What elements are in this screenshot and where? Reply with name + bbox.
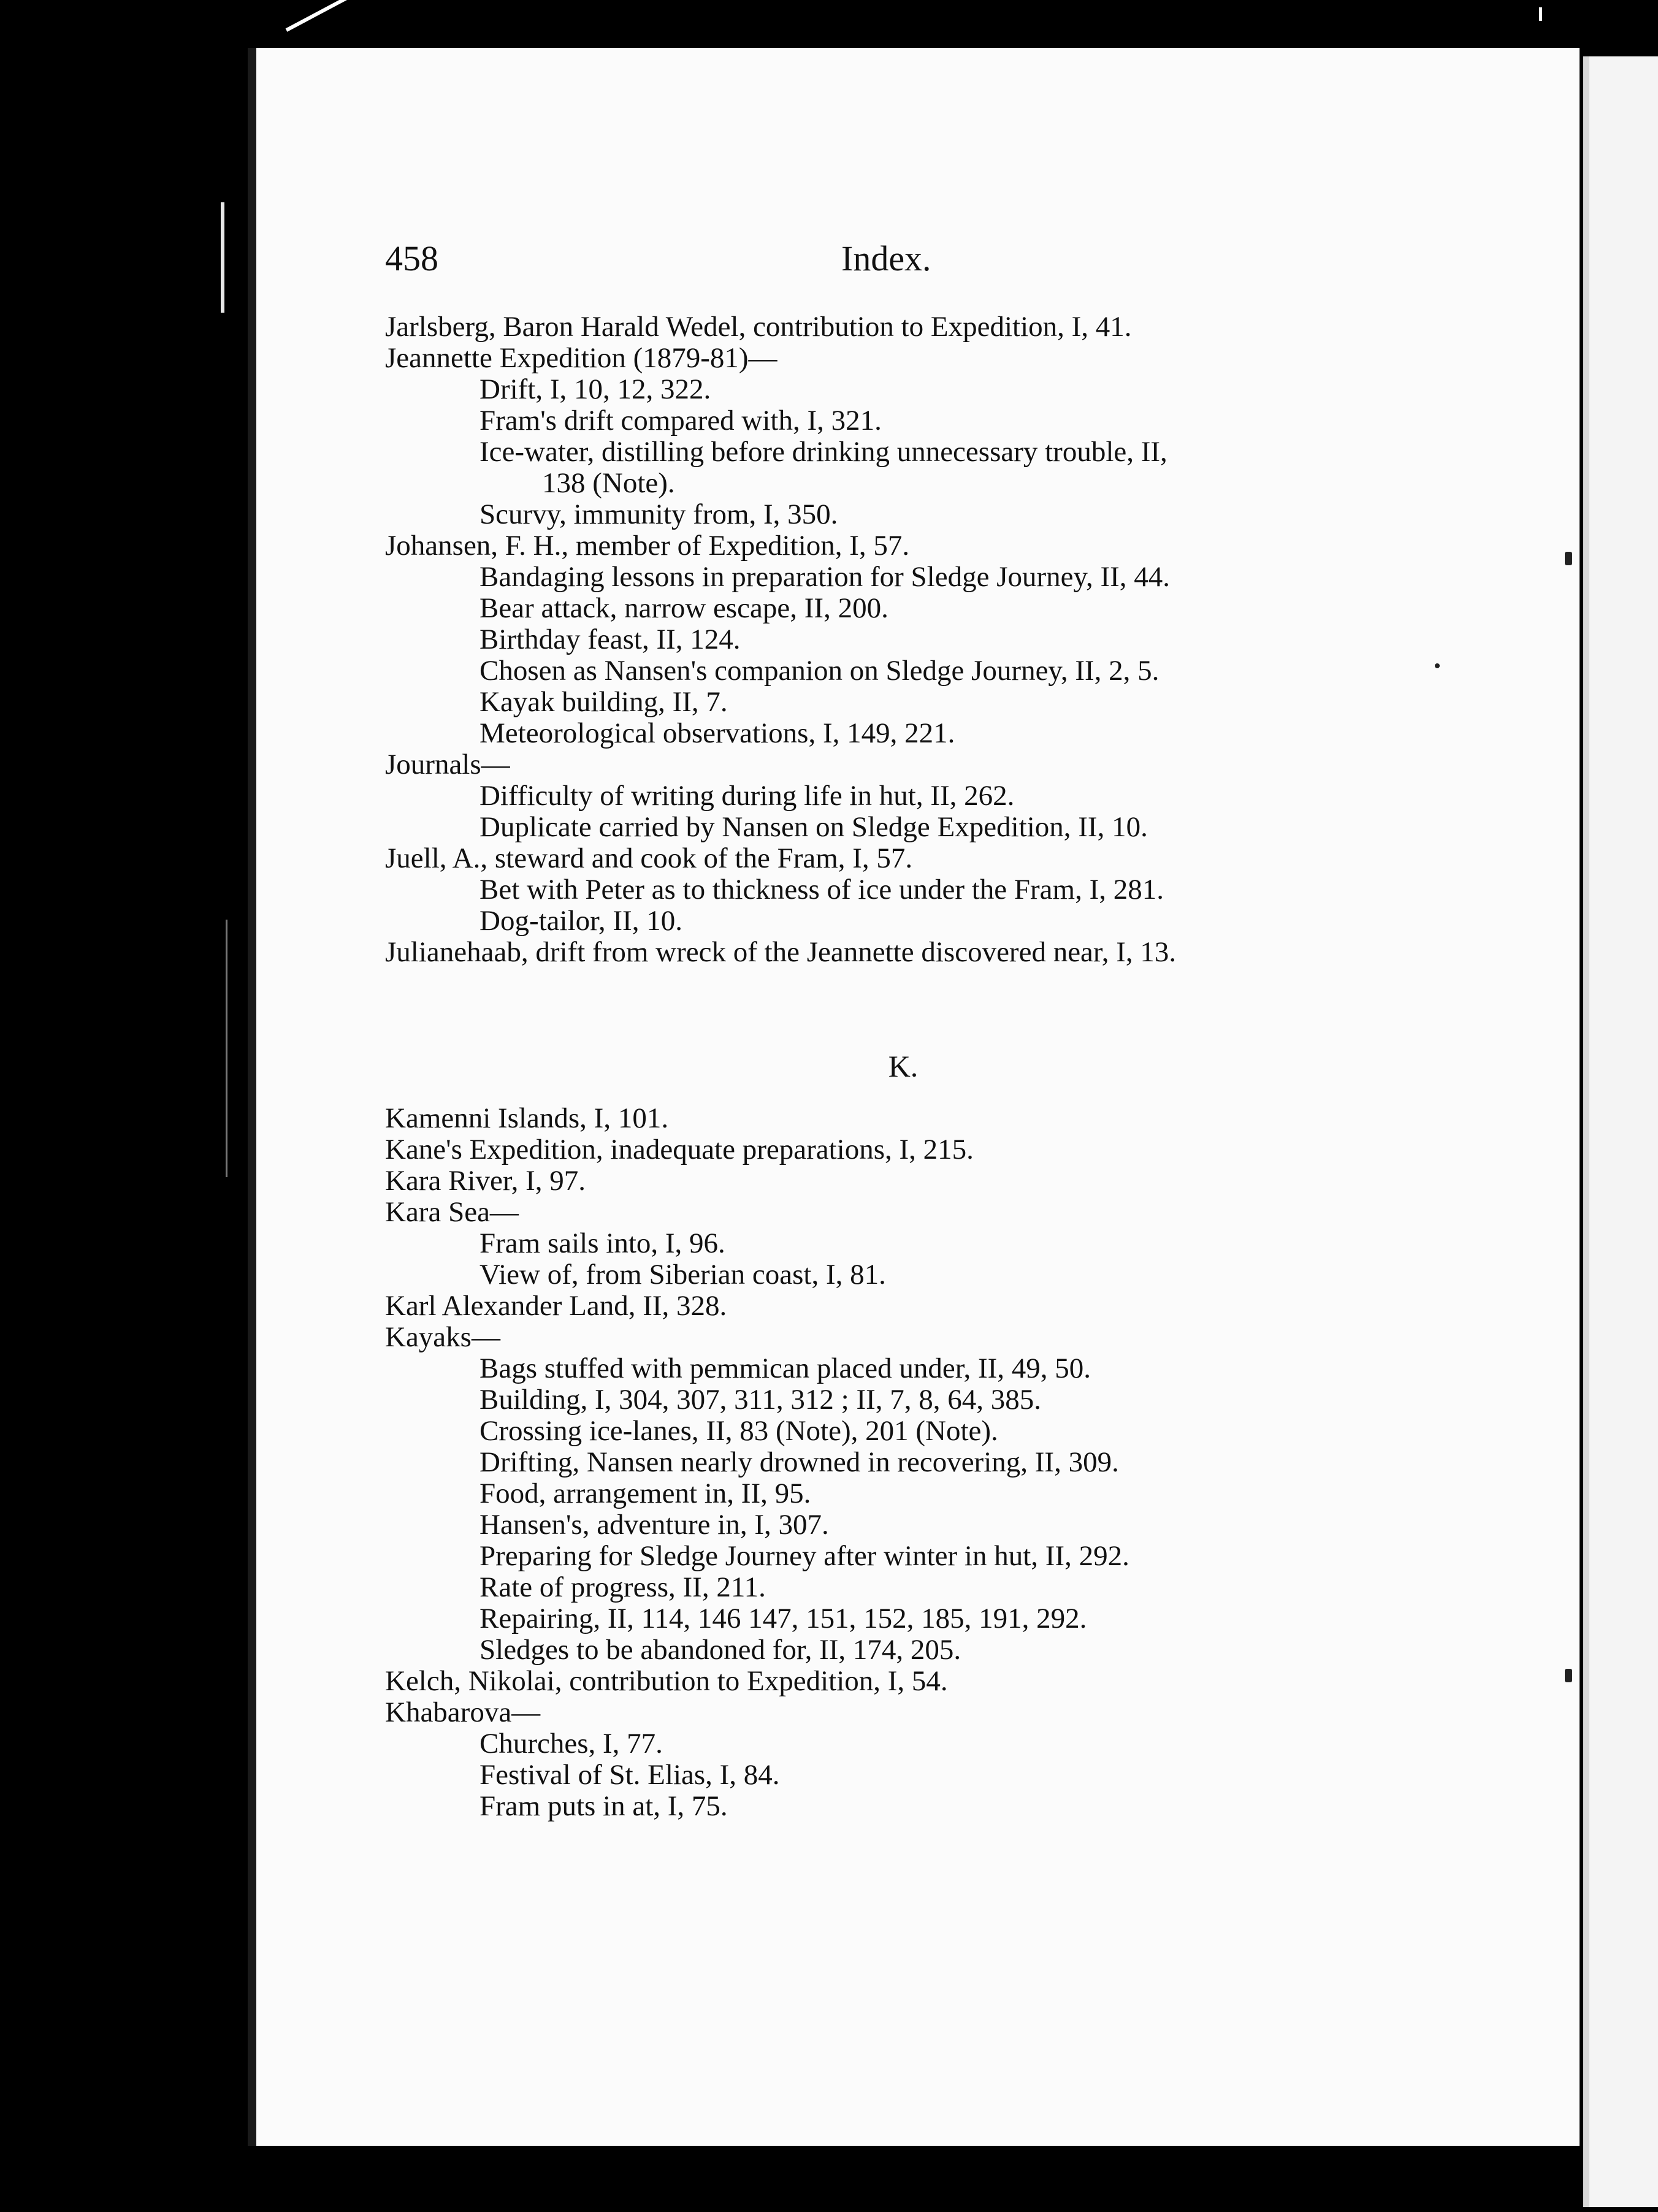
index-subentry: Duplicate carried by Nansen on Sledge Expedition, II, 10. xyxy=(479,811,1148,843)
page-speck xyxy=(1565,552,1572,565)
index-subentry: Drift, I, 10, 12, 322. xyxy=(479,373,711,405)
section-letter-k: K. xyxy=(888,1049,919,1083)
index-subentry: Difficulty of writing during life in hut, II, 262. xyxy=(479,780,1015,812)
index-subentry: Dog-tailor, II, 10. xyxy=(479,905,682,937)
spine-highlight xyxy=(221,202,224,313)
index-subentry: View of, from Siberian coast, I, 81. xyxy=(479,1259,886,1291)
index-subentry: Building, I, 304, 307, 311, 312 ; II, 7, 8, 64, 385. xyxy=(479,1384,1042,1416)
index-entry: Jeannette Expedition (1879-81)— xyxy=(385,342,777,374)
scan-mark-top-left xyxy=(286,0,353,32)
index-subentry: Birthday feast, II, 124. xyxy=(479,624,741,655)
index-subentry: Fram's drift compared with, I, 321. xyxy=(479,405,882,437)
index-entry: Journals— xyxy=(385,749,510,780)
index-entry: Julianehaab, drift from wreck of the Jeannette discovered near, I, 13. xyxy=(385,936,1177,968)
index-entry: Kara Sea— xyxy=(385,1196,519,1228)
spine-highlight xyxy=(226,920,227,1177)
page-number: 458 xyxy=(385,238,438,278)
index-subentry: Ice-water, distilling before drinking unnecessary trouble, II, xyxy=(479,436,1167,468)
index-subentry: Meteorological observations, I, 149, 221. xyxy=(479,717,955,749)
index-subentry: Chosen as Nansen's companion on Sledge Journey, II, 2, 5. xyxy=(479,655,1159,687)
index-subentry: Bear attack, narrow escape, II, 200. xyxy=(479,592,888,624)
index-subentry: Churches, I, 77. xyxy=(479,1728,663,1760)
index-subentry: Bags stuffed with pemmican placed under, II, 49, 50. xyxy=(479,1352,1091,1384)
index-body xyxy=(385,311,1421,1822)
index-entry: Karl Alexander Land, II, 328. xyxy=(385,1290,727,1322)
index-subentry: Crossing ice-lanes, II, 83 (Note), 201 (Note). xyxy=(479,1415,998,1447)
index-subentry: Fram puts in at, I, 75. xyxy=(479,1790,728,1822)
scan-mark-top-right xyxy=(1539,7,1542,21)
index-entry: Juell, A., steward and cook of the Fram, I, 57. xyxy=(385,842,913,874)
index-section-k xyxy=(385,1103,1421,1822)
index-subentry: Repairing, II, 114, 146 147, 151, 152, 185, 191, 292. xyxy=(479,1603,1087,1634)
index-entry: Johansen, F. H., member of Expedition, I, 57. xyxy=(385,530,910,562)
page-speck xyxy=(1565,1669,1572,1682)
index-subentry: Preparing for Sledge Journey after winter in hut, II, 292. xyxy=(479,1540,1129,1572)
index-subentry: Drifting, Nansen nearly drowned in recovering, II, 309. xyxy=(479,1446,1119,1478)
index-entry: Khabarova— xyxy=(385,1696,541,1728)
index-entry: Jarlsberg, Baron Harald Wedel, contribution to Expedition, I, 41. xyxy=(385,311,1132,343)
index-subentry: Bandaging lessons in preparation for Sledge Journey, II, 44. xyxy=(479,561,1171,593)
index-subentry: Scurvy, immunity from, I, 350. xyxy=(479,498,838,530)
facing-page-edge xyxy=(1583,56,1658,2207)
running-head: Index. xyxy=(841,238,931,278)
index-entry: Kelch, Nikolai, contribution to Expedition, I, 54. xyxy=(385,1665,948,1697)
index-subentry: Fram sails into, I, 96. xyxy=(479,1227,725,1259)
page-speck xyxy=(1435,663,1440,668)
index-subentry: Rate of progress, II, 211. xyxy=(479,1571,766,1603)
index-section-j xyxy=(385,311,1421,968)
index-subentry: Hansen's, adventure in, I, 307. xyxy=(479,1509,829,1541)
index-subentry: Festival of St. Elias, I, 84. xyxy=(479,1759,780,1791)
index-entry: Kayaks— xyxy=(385,1321,500,1353)
index-subentry: 138 (Note). xyxy=(542,467,675,499)
index-subentry: Sledges to be abandoned for, II, 174, 205. xyxy=(479,1634,961,1666)
index-subentry: Kayak building, II, 7. xyxy=(479,686,728,718)
index-entry: Kamenni Islands, I, 101. xyxy=(385,1102,669,1134)
index-entry: Kara River, I, 97. xyxy=(385,1165,586,1197)
index-entry: Kane's Expedition, inadequate preparations, I, 215. xyxy=(385,1134,974,1165)
index-subentry: Bet with Peter as to thickness of ice under the Fram, I, 281. xyxy=(479,874,1164,906)
index-subentry: Food, arrangement in, II, 95. xyxy=(479,1478,811,1509)
